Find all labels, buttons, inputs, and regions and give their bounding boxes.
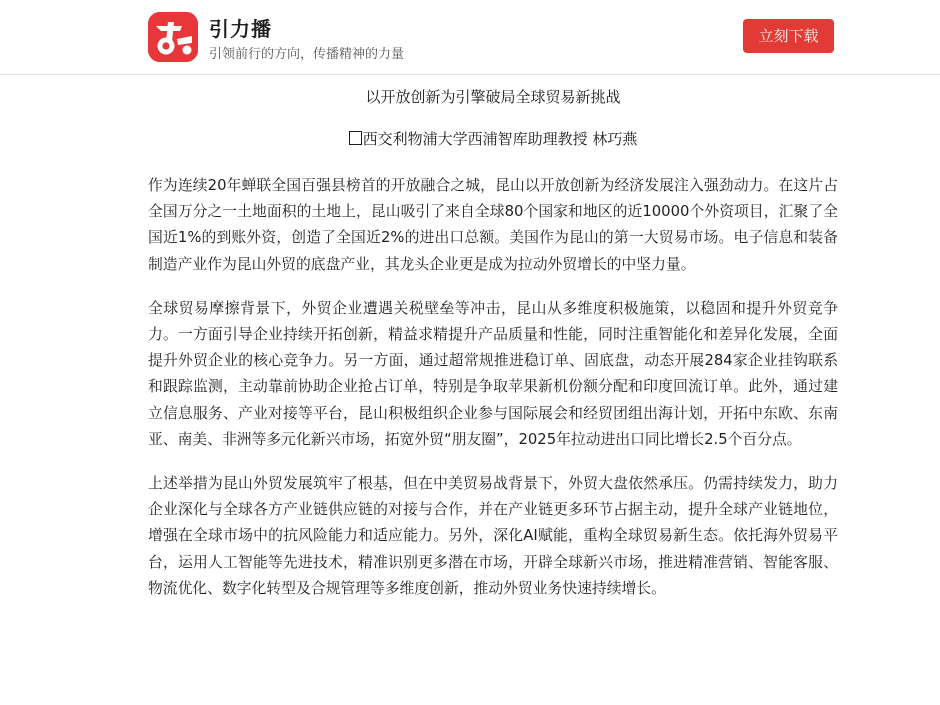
article-author-line — [148, 128, 838, 150]
article-author: 西交利物浦大学西浦智库助理教授 林巧燕 — [362, 130, 638, 148]
yinlibo-logo-icon[interactable] — [148, 12, 198, 62]
download-button[interactable]: 立刻下载 — [743, 19, 834, 53]
article-paragraph: 作为连续20年蝉联全国百强县榜首的开放融合之城，昆山以开放创新为经济发展注入强劲动力。在这片占全国万分之一土地面积的土地上，昆山吸引了来自全球80个国家和地区的近10000个外资项目，汇聚了全国近1%的到账外资，创造了全国近2%的进出口总额。美国作为昆山的第一大贸易市场。电子信息和装备制造产业作为昆山外贸的底盘产业，其龙头企业更是成为拉动外贸增长的中坚力量。 — [148, 177, 838, 273]
brand-name: 引力播 — [209, 17, 272, 41]
app-header — [0, 0, 940, 75]
article-title: 以开放创新为引擎破局全球贸易新挑战 — [365, 88, 621, 106]
article-paragraph: 上述举措为昆山外贸发展筑牢了根基，但在中美贸易战背景下，外贸大盘依然承压。仍需持续发力，助力企业深化与全球各方产业链供应链的对接与合作，并在产业链更多环节占据主动，提升全球产业链地位，增强在全球市场中的抗风险能力和适应能力。另外，深化AI赋能，重构全球贸易新生态。依托海外贸易平台，运用人工智能等先进技术，精准识别更多潜在市场，开辟全球新兴市场，推进精准营销、智能客服、物流优化、数字化转型及合规管理等多维度创新，推动外贸业务快速持续增长。 — [148, 475, 838, 597]
brand-slogan: 引领前行的方向，传播精神的力量 — [209, 47, 405, 62]
article-body — [148, 74, 838, 602]
logo-graphic — [148, 12, 198, 62]
placeholder-box-icon — [349, 131, 362, 145]
article-paragraph: 全球贸易摩擦背景下，外贸企业遭遇关税壁垒等冲击，昆山从多维度积极施策，以稳固和提升外贸竞争力。一方面引导企业持续开拓创新，精益求精提升产品质量和性能，同时注重智能化和差异化发展，全面提升外贸企业的核心竞争力。另一方面，通过超常规推进稳订单、固底盘，动态开展284家企业挂钩联系和跟踪监测，主动靠前协助企业抢占订单，特别是争取苹果新机份额分配和印度回流订单。此外，通过建立信息服务、产业对接等平台，昆山积极组织企业参与国际展会和经贸团组出海计划，开拓中东欧、东南亚、南美、非洲等多元化新兴市场，拓宽外贸“朋友圈”，2025年拉动进出口同比增长2.5个百分点。 — [148, 299, 838, 448]
